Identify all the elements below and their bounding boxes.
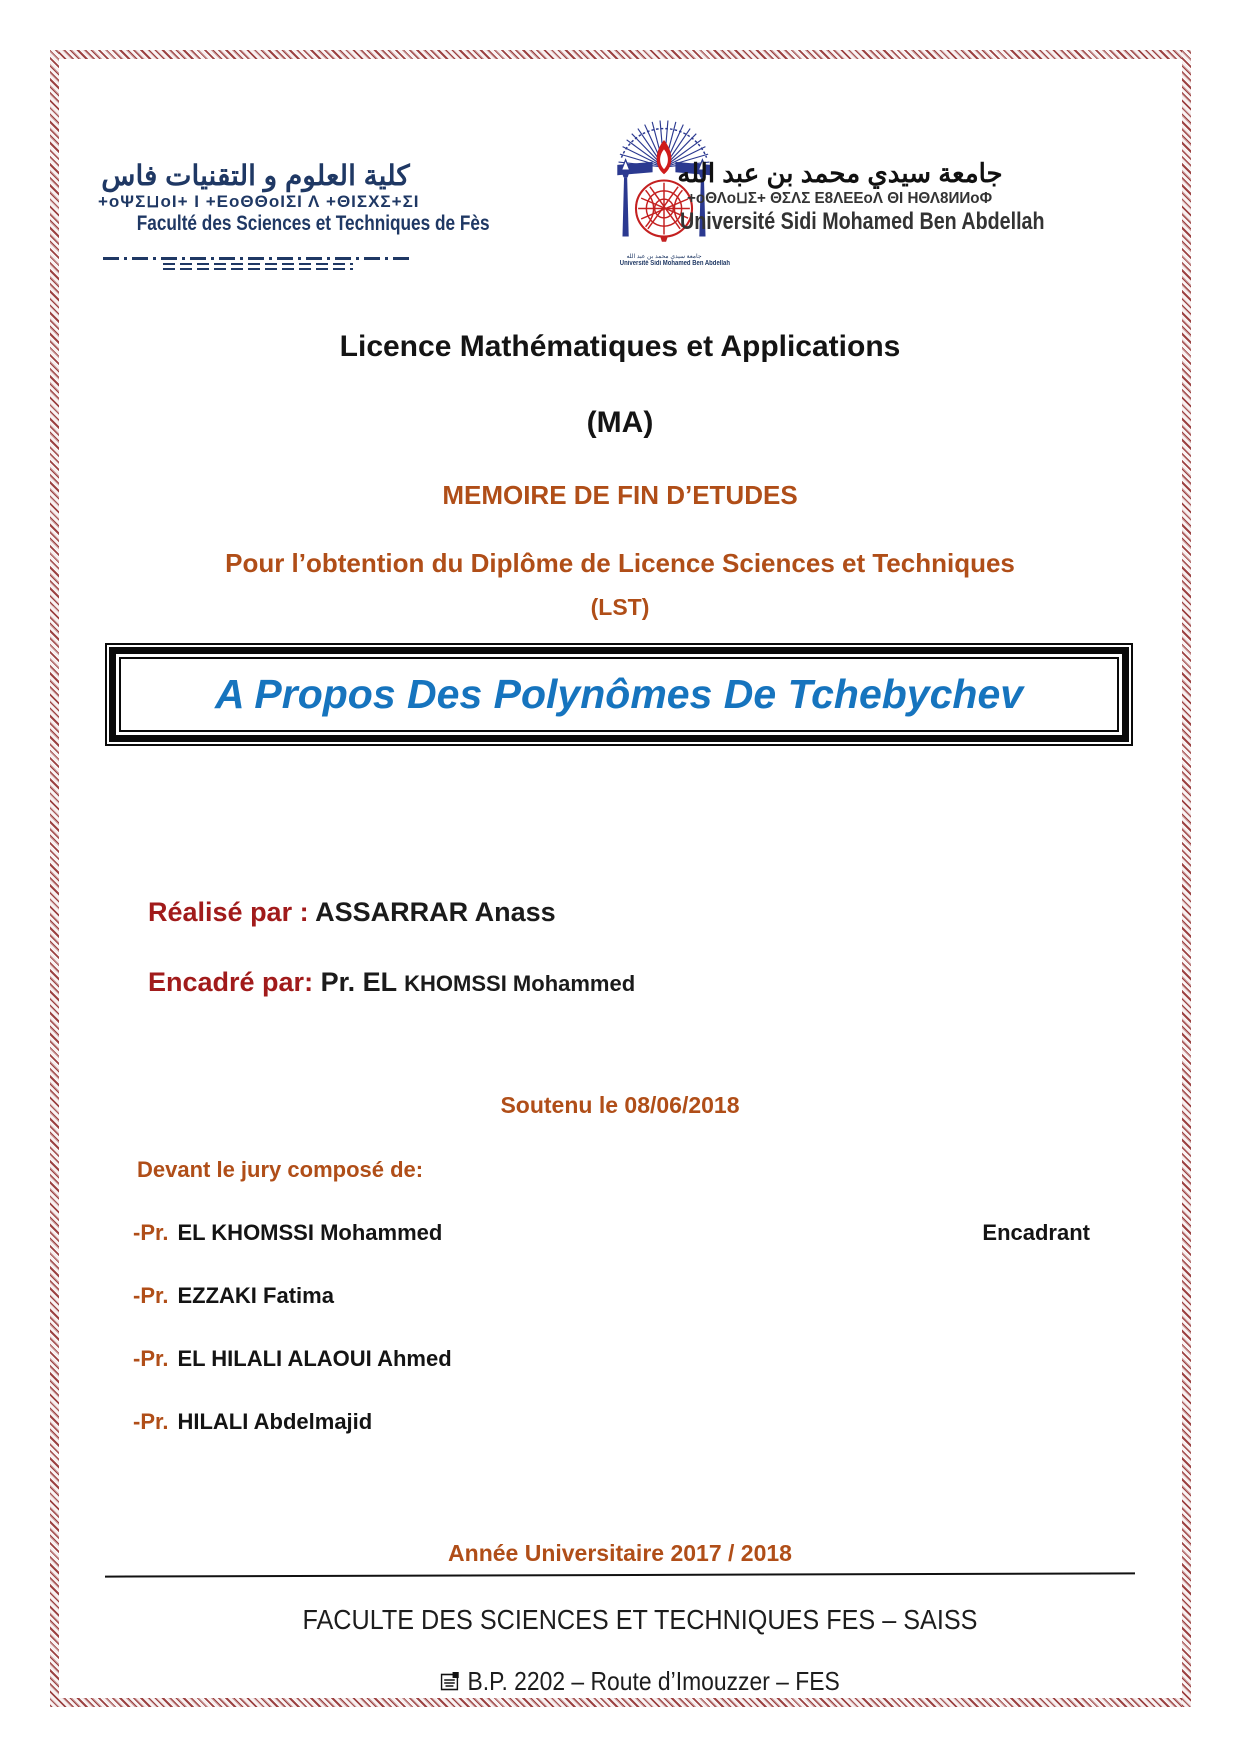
jury-prefix: -Pr. — [133, 1283, 169, 1308]
supervisor-label: Encadré par: — [148, 967, 314, 997]
faculty-footer-text: FACULTE DES SCIENCES ET TECHNIQUES FES – SAISS — [302, 1604, 978, 1635]
university-name-french: Université Sidi Mohamed Ben Abdellah — [680, 208, 1045, 236]
jury-prefix: -Pr. — [133, 1409, 169, 1434]
page-border-top — [50, 50, 1191, 59]
faculty-footer-line — [80, 1604, 1200, 1636]
faculty-wordmark — [98, 160, 490, 236]
faculty-wordmark-underline — [103, 257, 411, 260]
jury-heading: Devant le jury composé de: — [137, 1157, 424, 1182]
mail-icon — [440, 1671, 461, 1693]
logo-caption-arabic: جامعة سيدي محمد بن عبد الله — [626, 254, 702, 260]
page-border-bottom — [50, 1698, 1191, 1707]
faculty-wordmark-underline-2 — [163, 263, 353, 270]
jury-prefix: -Pr. — [133, 1346, 169, 1371]
jury-member-name: EL HILALI ALAOUI Ahmed — [177, 1346, 452, 1371]
thesis-title-box — [105, 643, 1133, 746]
logo-caption-french: Université Sidi Mohamed Ben Abdellah — [619, 260, 731, 267]
jury-prefix: -Pr. — [133, 1220, 169, 1245]
thesis-title-box-mid — [109, 647, 1129, 742]
jury-row — [133, 1220, 1090, 1246]
faculty-name-french: Faculté des Sciences et Techniques de Fès — [136, 211, 490, 235]
page-border-left — [50, 50, 59, 1707]
lst-heading: (LST) — [590, 594, 650, 620]
author-label: Réalisé par : — [148, 897, 309, 927]
faculty-name-arabic: كلية العلوم و التقنيات فاس — [101, 160, 410, 191]
university-wordmark — [640, 158, 1045, 237]
address-footer-text — [440, 1666, 840, 1697]
jury-member-name: EZZAKI Fatima — [177, 1283, 334, 1308]
university-name-tifinagh: +oΘΛo⊔Σ+ ΘΣΛΣ Ε8ΛΕΕoΛ ΘΙ ΗΘΛ8ИИoΦ — [687, 190, 993, 208]
thesis-title: A Propos Des Polynômes De Tchebychev — [214, 671, 1024, 717]
jury-row — [133, 1283, 1090, 1309]
academic-year: Année Universitaire 2017 / 2018 — [448, 1540, 792, 1566]
jury-member-name: EL KHOMSSI Mohammed — [177, 1220, 443, 1245]
defense-date: Soutenu le 08/06/2018 — [500, 1092, 740, 1118]
thesis-title-box-inner — [119, 657, 1119, 732]
author-row — [148, 897, 556, 928]
footer-divider-line — [105, 1572, 1135, 1577]
supervisor-prefix: Pr. EL — [320, 967, 397, 997]
memoire-heading: MEMOIRE DE FIN D’ETUDES — [442, 480, 798, 510]
address-text: B.P. 2202 – Route d’Imouzzer – FES — [467, 1666, 840, 1696]
jury-member-name: HILALI Abdelmajid — [177, 1409, 373, 1434]
supervisor-name: KHOMSSI Mohammed — [404, 971, 636, 996]
obtention-heading: Pour l’obtention du Diplôme de Licence Sciences et Techniques — [225, 548, 1015, 578]
jury-member-role: Encadrant — [982, 1220, 1090, 1245]
degree-line-2: (MA) — [586, 406, 654, 439]
address-footer-line — [80, 1666, 1200, 1697]
supervisor-row — [148, 967, 635, 998]
degree-line-1: Licence Mathématiques et Applications — [339, 330, 901, 363]
faculty-name-tifinagh: +oΨΣ⊔oΙ+ Ι +ΕoΘΘoΙΣΙ Λ +ΘΙΣΧΣ+ΣΙ — [98, 192, 420, 212]
page-border-right — [1182, 50, 1191, 1707]
jury-row — [133, 1346, 1090, 1372]
university-name-arabic: جامعة سيدي محمد بن عبد الله — [677, 158, 1003, 188]
jury-row — [133, 1409, 1090, 1435]
author-name: ASSARRAR Anass — [315, 897, 556, 927]
